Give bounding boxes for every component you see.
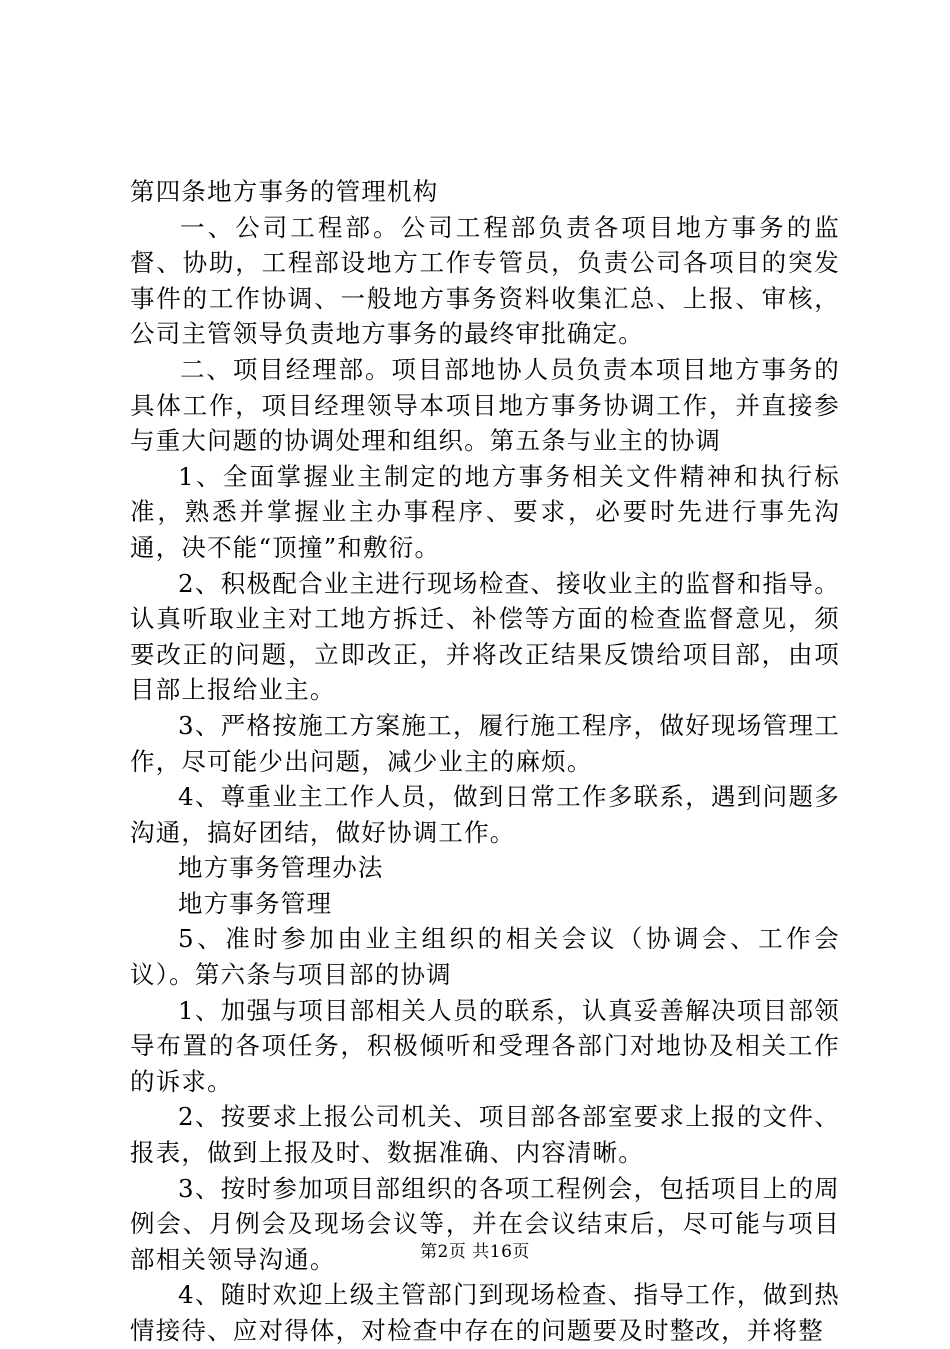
paragraph-heading-management: 地方事务管理 <box>178 888 333 918</box>
paragraph-owner-item-3: 3、严格按施工方案施工，履行施工程序，做好现场管理工作，尽可能少出问题，减少业主的麻烦。 <box>130 710 840 776</box>
paragraph-project-item-1: 1、加强与项目部相关人员的联系，认真妥善解决项目部领导布置的各项任务，积极倾听和受理各部门对地协及相关工作的诉求。 <box>130 995 840 1096</box>
paragraph-owner-item-5: 5、准时参加由业主组织的相关会议（协调会、工作会议）。第六条与项目部的协调 <box>130 924 840 990</box>
paragraph-owner-item-1: 1、全面掌握业主制定的地方事务相关文件精神和执行标准，熟悉并掌握业主办事程序、要求，必要时先进行事先沟通，决不能“顶撞”和敷衍。 <box>130 461 840 562</box>
paragraph-project-item-4: 4、随时欢迎上级主管部门到现场检查、指导工作，做到热情接待、应对得体，对检查中存在的问题要及时整改，并将整 <box>130 1280 840 1345</box>
paragraph-project-dept: 二、项目经理部。项目部地协人员负责本项目地方事务的具体工作，项目经理领导本项目地方事务协调工作，并直接参与重大问题的协调处理和组织。第五条与业主的协调 <box>130 354 840 456</box>
page-number-footer: 第2页 共16页 <box>420 1242 530 1262</box>
document-body <box>130 174 840 1349</box>
paragraph-owner-item-2: 2、积极配合业主进行现场检查、接收业主的监督和指导。认真听取业主对工地方拆迁、补偿等方面的检查监督意见，须要改正的问题，立即改正，并将改正结果反馈给项目部，由项目部上报给业主。 <box>130 568 840 705</box>
paragraph-heading-measures: 地方事务管理办法 <box>178 853 384 883</box>
paragraph-project-item-3: 3、按时参加项目部组织的各项工程例会，包括项目上的周例会、月例会及现场会议等，并在会议结束后，尽可能与项目部相关领导沟通。 <box>130 1173 840 1274</box>
paragraph-article-4-title: 第四条地方事务的管理机构 <box>130 177 439 206</box>
paragraph-owner-item-4: 4、尊重业主工作人员，做到日常工作多联系，遇到问题多沟通，搞好团结，做好协调工作。 <box>130 782 840 847</box>
paragraph-project-item-2: 2、按要求上报公司机关、项目部各部室要求上报的文件、报表，做到上报及时、数据准确、内容清晰。 <box>130 1102 840 1168</box>
paragraph-engineering-dept: 一、公司工程部。公司工程部负责各项目地方事务的监督、协助，工程部设地方工作专管员，负责公司各项目的突发事件的工作协调、一般地方事务资料收集汇总、上报、审核，公司主管领导负责地方事务的最终审批确定。 <box>130 212 840 349</box>
